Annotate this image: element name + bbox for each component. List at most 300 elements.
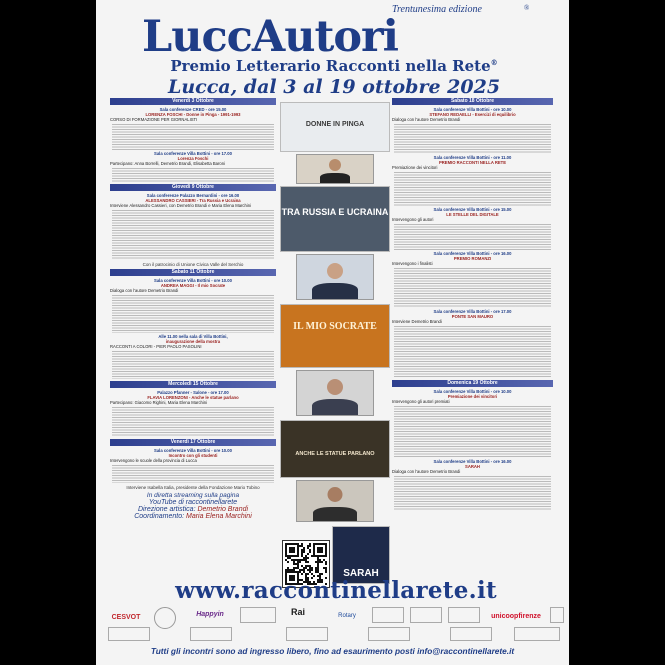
qr-module: [293, 543, 295, 545]
qr-module: [317, 549, 319, 551]
qr-module: [325, 569, 327, 571]
qr-module: [301, 553, 303, 555]
event-location: Sala conferenze Villa Bottini - ore 10.00: [433, 107, 512, 112]
qr-module: [313, 547, 315, 549]
text-block: [394, 326, 551, 378]
sponsor-logo-happyin: Happyin: [196, 610, 224, 618]
qr-module: [301, 573, 303, 575]
day-header: Giovedì 9 Ottobre: [110, 184, 276, 191]
qr-module: [287, 543, 289, 545]
qr-module: [293, 551, 295, 553]
qr-module: [287, 555, 289, 557]
qr-module: [325, 567, 327, 569]
qr-module: [325, 553, 327, 555]
qr-module: [309, 551, 311, 553]
text-block: [394, 124, 551, 154]
qr-module: [303, 567, 305, 569]
text-block: [112, 124, 274, 150]
streaming-line: In diretta streaming sulla pagina: [146, 492, 240, 499]
qr-module: [315, 555, 317, 557]
qr-module: [303, 551, 305, 553]
qr-module: [297, 559, 299, 561]
qr-module: [291, 569, 293, 571]
event-block: [392, 309, 553, 324]
event-description: Dialoga con l'autore Demetrio Brandi: [392, 469, 461, 474]
qr-module: [307, 545, 309, 547]
day-header: Domenica 19 Ottobre: [392, 380, 553, 387]
day-header: Mercoledì 15 Ottobre: [110, 381, 276, 388]
city-crest-icon: [154, 607, 176, 629]
qr-module: [317, 561, 319, 563]
event-description: CORSO DI FORMAZIONE PER GIORNALISTI: [110, 117, 198, 122]
footer-note: Tutti gli incontri sono ad ingresso libero, fino ad esaurimento posti info@raccontinellarete.it: [150, 646, 515, 656]
event-block: [392, 251, 553, 266]
image-column: [276, 96, 392, 582]
qr-module: [305, 557, 307, 559]
qr-module: [303, 571, 305, 573]
qr-module: [307, 547, 309, 549]
event-location: Sala conferenze Villa Bottini - ore 10.00: [433, 389, 512, 394]
sponsor-logo-cesvot: CESVOT: [111, 613, 141, 621]
qr-module: [303, 549, 305, 551]
event-title: LORENZA FOSCHI - Donne in Pinga - 1991-1993: [145, 112, 241, 117]
qr-module: [295, 555, 297, 557]
qr-module: [323, 559, 325, 561]
text-block: [112, 210, 274, 260]
qr-module: [297, 555, 299, 557]
qr-module: [301, 543, 303, 545]
day-header: Sabato 11 Ottobre: [110, 269, 276, 276]
qr-module: [307, 569, 309, 571]
qr-module: [285, 545, 287, 547]
qr-module: [325, 571, 327, 573]
sponsor-logo-unicoop: unicoopfirenze: [491, 612, 541, 620]
portrait-head: [329, 159, 341, 171]
sponsor-logo-placeholder: [372, 607, 404, 623]
qr-module: [297, 565, 299, 567]
event-title: ALESSANDRO CASSIERI - Tra Russia e Ucraina: [145, 198, 241, 203]
qr-module: [325, 545, 327, 547]
qr-module: [287, 567, 289, 569]
event-location: Sala conferenze Villa Bottini - ore 10.00: [154, 448, 232, 453]
qr-module: [297, 549, 299, 551]
qr-module: [285, 573, 287, 575]
book-cover-title: IL MIO SOCRATE: [293, 321, 377, 332]
event-description: Intervengono i finalisti: [392, 261, 433, 266]
qr-module: [317, 563, 319, 565]
qr-module: [297, 563, 299, 565]
event-description: Partecipano: Giacomo Righini, Maria Elena Marchini: [110, 400, 208, 405]
text-block: [112, 407, 274, 437]
event-location: Sala conferenze Villa Bottini - ore 10.00: [154, 278, 232, 283]
qr-module: [319, 543, 321, 545]
event-block: [110, 448, 276, 463]
qr-module: [313, 553, 315, 555]
qr-module: [317, 543, 319, 545]
qr-module: [305, 567, 307, 569]
qr-module: [311, 569, 313, 571]
event-title: PONTE SAN MAURO: [451, 314, 494, 319]
qr-module: [305, 559, 307, 561]
event-block: [110, 334, 276, 349]
qr-module: [319, 547, 321, 549]
qr-module: [307, 561, 309, 563]
director-name: Demetrio Brandi: [197, 506, 249, 513]
qr-module: [295, 543, 297, 545]
qr-module: [297, 567, 299, 569]
portrait-head: [328, 487, 343, 502]
qr-module: [301, 569, 303, 571]
website-url[interactable]: www.raccontinellarete.it: [175, 577, 497, 604]
qr-module: [285, 543, 287, 545]
qr-module: [317, 557, 319, 559]
qr-module: [297, 561, 299, 563]
event-description: Interviene Alessandro Cassieri, con Demetrio Brandi e Maria Elena Marchini: [110, 203, 252, 208]
portrait-head: [327, 263, 343, 279]
qr-module: [325, 547, 327, 549]
event-block: [110, 193, 276, 208]
qr-module: [289, 549, 291, 551]
qr-module: [313, 549, 315, 551]
qr-module: [291, 559, 293, 561]
coordination-label: Coordinamento:: [134, 513, 185, 520]
direction-label: Direzione artistica:: [137, 506, 196, 513]
registered-mark: ®: [524, 4, 530, 12]
poster-subtitle: [144, 57, 524, 75]
left-program-column: [110, 96, 276, 582]
qr-module: [315, 571, 317, 573]
qr-module: [313, 555, 315, 557]
qr-module: [317, 569, 319, 571]
patronage-note: Con il patrocinio di Unione Civica Valle del Serchio: [142, 262, 244, 267]
qr-module: [319, 559, 321, 561]
qr-module: [291, 551, 293, 553]
event-title: inaugurazione della mostra: [165, 339, 221, 344]
qr-module: [293, 571, 295, 573]
qr-module: [295, 571, 297, 573]
qr-module: [289, 551, 291, 553]
sponsor-logo-placeholder: [550, 607, 564, 623]
qr-module: [287, 561, 289, 563]
event-location: Sala conferenze Villa Bottini - ore 17.00: [433, 309, 512, 314]
qr-module: [293, 547, 295, 549]
qr-module: [297, 547, 299, 549]
text-block: [394, 224, 551, 250]
qr-module: [287, 571, 289, 573]
qr-module: [301, 545, 303, 547]
qr-module: [305, 561, 307, 563]
qr-module: [303, 569, 305, 571]
qr-module: [299, 559, 301, 561]
qr-module: [317, 547, 319, 549]
event-title: Incontro con gli studenti: [168, 453, 218, 458]
portrait-body: [313, 507, 357, 521]
qr-module: [289, 543, 291, 545]
qr-module: [323, 543, 325, 545]
event-location: Sala conferenze Villa Bottini - ore 16.00: [433, 459, 512, 464]
event-title: SARAH: [465, 464, 480, 469]
qr-module: [291, 549, 293, 551]
qr-module: [289, 547, 291, 549]
qr-module: [321, 549, 323, 551]
qr-module: [319, 551, 321, 553]
qr-module: [309, 569, 311, 571]
portrait-body: [312, 399, 358, 415]
qr-module: [307, 557, 309, 559]
event-location: Sala conferenze Villa Bottini - ore 16.00: [433, 251, 512, 256]
book-cover-title: DONNE IN PINGA: [305, 121, 365, 128]
qr-module: [299, 571, 301, 573]
event-description: RACCONTI A COLORI - PIER PAOLO PASOLINI: [110, 344, 202, 349]
edition-label: Trentunesima edizione: [392, 4, 482, 15]
qr-module: [315, 569, 317, 571]
qr-module: [317, 555, 319, 557]
qr-module: [293, 559, 295, 561]
qr-module: [309, 549, 311, 551]
qr-module: [309, 567, 311, 569]
author-portrait: [296, 370, 374, 416]
qr-module: [319, 573, 321, 575]
qr-module: [295, 563, 297, 565]
text-block: [112, 351, 274, 379]
text-block: [394, 476, 551, 510]
book-cover-title: ANCHE LE STATUE PARLANO: [295, 451, 375, 457]
text-block: [394, 172, 551, 206]
event-title: ANDREA MAGGI - Il mio Socrate: [160, 283, 226, 288]
qr-module: [289, 557, 291, 559]
qr-module: [285, 571, 287, 573]
qr-module: [303, 547, 305, 549]
qr-module: [297, 573, 299, 575]
sponsor-logo-placeholder: [514, 627, 560, 641]
portrait-body: [312, 283, 358, 299]
qr-module: [323, 555, 325, 557]
book-cover: [332, 526, 390, 584]
right-program-column: [392, 96, 553, 582]
event-location: Sala conferenze CRED - ore 15.00: [159, 107, 227, 112]
sponsor-logos: [104, 603, 564, 643]
text-block: [112, 465, 274, 483]
qr-module: [289, 555, 291, 557]
qr-module: [299, 569, 301, 571]
qr-module: [325, 549, 327, 551]
qr-module: [285, 547, 287, 549]
qr-module: [291, 547, 293, 549]
qr-module: [297, 553, 299, 555]
coordinator-name: Maria Elena Marchini: [186, 513, 252, 520]
event-location: Sala conferenze Villa Bottini - ore 17.00: [154, 151, 232, 156]
qr-module: [307, 573, 309, 575]
qr-module: [317, 559, 319, 561]
qr-module: [321, 561, 323, 563]
qr-module: [305, 573, 307, 575]
qr-module: [293, 569, 295, 571]
text-block: [394, 268, 551, 308]
qr-module: [321, 547, 323, 549]
qr-module: [285, 569, 287, 571]
qr-module: [313, 543, 315, 545]
qr-module: [321, 555, 323, 557]
subtitle-text: Premio Letterario Racconti nella Rete: [170, 57, 491, 75]
qr-module: [317, 571, 319, 573]
event-description: Intervengono gli autori premiati: [392, 399, 450, 404]
qr-module: [317, 565, 319, 567]
text-block: [112, 295, 274, 333]
event-block: [110, 390, 276, 405]
qr-module: [319, 549, 321, 551]
qr-module: [293, 567, 295, 569]
qr-module: [309, 565, 311, 567]
qr-module: [325, 551, 327, 553]
signature-note: Interviene Isabella Italia, presidente della Fondazione Mario Tobino: [126, 485, 260, 490]
qr-module: [313, 545, 315, 547]
poster-title: LuccAutori: [142, 12, 399, 62]
qr-module: [297, 551, 299, 553]
day-header: Venerdì 17 Ottobre: [110, 439, 276, 446]
qr-module: [295, 559, 297, 561]
qr-module: [325, 543, 327, 545]
book-cover-title: SARAH: [343, 568, 379, 579]
qr-module: [323, 567, 325, 569]
qr-module: [303, 559, 305, 561]
qr-module: [301, 549, 303, 551]
qr-module: [293, 561, 295, 563]
event-location: Sala conferenze Villa Bottini - ore 11.00: [433, 155, 512, 160]
qr-module: [285, 559, 287, 561]
sponsor-logo-placeholder: [190, 627, 232, 641]
text-block: [112, 168, 274, 182]
qr-module: [325, 561, 327, 563]
qr-module: [287, 557, 289, 559]
event-block: [392, 207, 553, 222]
qr-module: [301, 565, 303, 567]
sponsor-logo-placeholder: [410, 607, 442, 623]
qr-module: [299, 561, 301, 563]
qr-module: [307, 553, 309, 555]
qr-module: [311, 573, 313, 575]
event-description: Premiazione dei vincitori: [392, 165, 438, 170]
qr-module: [293, 563, 295, 565]
qr-module: [291, 543, 293, 545]
event-location: Sala conferenze Villa Bottini - ore 15.00: [433, 207, 512, 212]
event-description: Intervengono le scuole della provincia di Lucca: [110, 458, 197, 463]
qr-module: [295, 567, 297, 569]
sponsor-logo-placeholder: [108, 627, 150, 641]
qr-module: [321, 573, 323, 575]
qr-module: [305, 565, 307, 567]
event-block: [392, 107, 553, 122]
qr-module: [311, 555, 313, 557]
qr-module: [285, 549, 287, 551]
portrait-head: [327, 379, 343, 395]
qr-module: [309, 543, 311, 545]
event-location: Sala conferenze Palazzo Bernardini - ore 16.00: [146, 193, 240, 198]
qr-module: [317, 567, 319, 569]
festival-dates: Lucca, dal 3 al 19 ottobre 2025: [167, 76, 501, 98]
sponsor-logo-rotary: Rotary: [338, 613, 356, 619]
qr-module: [325, 555, 327, 557]
qr-module: [321, 551, 323, 553]
event-block: [392, 389, 553, 404]
author-portrait: [296, 254, 374, 300]
qr-module: [285, 553, 287, 555]
event-description: Dialoga con l'autore Demetrio Brandi: [110, 288, 179, 293]
qr-module: [309, 545, 311, 547]
qr-module: [289, 571, 291, 573]
event-description: Intervengono gli autori: [392, 217, 434, 222]
event-title: STEFANO REDAELLI - Esercizi di equilibrio: [429, 112, 516, 117]
book-cover: [280, 186, 390, 252]
event-title: LE STELLE DEL DIGITALE: [446, 212, 499, 217]
event-location: Palazzo Pfanner - Salone - ore 17.00: [157, 390, 229, 395]
event-description: Dialoga con l'autore Demetrio Brandi: [392, 117, 461, 122]
qr-module: [317, 551, 319, 553]
direction-line: [110, 506, 276, 513]
qr-module: [285, 551, 287, 553]
book-cover: [280, 304, 390, 368]
book-cover-title: TRA RUSSIA E UCRAINA: [281, 207, 389, 217]
coordination-line: [110, 513, 276, 520]
event-title: FLAVIA LORENZONI - Anche le statue parlano: [147, 395, 239, 400]
qr-module: [301, 551, 303, 553]
qr-module: [287, 569, 289, 571]
event-location: Alle 11.00 nella sala di Villa Bottini,: [158, 334, 228, 339]
qr-module: [303, 557, 305, 559]
qr-module: [297, 543, 299, 545]
book-cover: [280, 102, 390, 152]
qr-module: [315, 543, 317, 545]
portrait-body: [320, 173, 350, 183]
day-header: Sabato 18 Ottobre: [392, 98, 553, 105]
event-block: [110, 278, 276, 293]
qr-module: [297, 571, 299, 573]
sponsor-logo-placeholder: [448, 607, 480, 623]
event-title: PREMIO RACCONTI NELLA RETE: [438, 160, 507, 165]
event-description: Partecipano: Anna Borrelli, Demetrio Brandi, Elisabetta Baroni: [110, 161, 225, 166]
qr-module: [291, 571, 293, 573]
event-block: [110, 107, 276, 122]
event-title: PREMIO ROMANZI: [453, 256, 492, 261]
book-cover: [280, 420, 390, 478]
qr-module: [285, 555, 287, 557]
qr-module: [321, 543, 323, 545]
qr-module: [293, 549, 295, 551]
qr-module: [301, 555, 303, 557]
sponsor-logo-rai: Rai: [290, 607, 305, 617]
qr-module: [315, 561, 317, 563]
qr-module: [305, 555, 307, 557]
sponsor-logo-placeholder: [450, 627, 492, 641]
day-header: Venerdì 3 Ottobre: [110, 98, 276, 105]
qr-module: [289, 569, 291, 571]
event-description: Interviene Demetrio Brandi: [392, 319, 442, 324]
streaming-info: [110, 492, 276, 520]
qr-module: [297, 545, 299, 547]
qr-module: [309, 571, 311, 573]
subtitle-mark: ®: [490, 58, 498, 67]
sponsor-logo-placeholder: [240, 607, 276, 623]
author-portrait: [296, 154, 374, 184]
event-block: [392, 459, 553, 474]
qr-module: [311, 567, 313, 569]
qr-module: [313, 551, 315, 553]
qr-module: [319, 555, 321, 557]
sponsor-logo-placeholder: [368, 627, 410, 641]
event-block: [110, 151, 276, 166]
qr-module: [301, 559, 303, 561]
streaming-channel: YouTube di raccontinellarete: [148, 499, 238, 506]
qr-module: [293, 555, 295, 557]
